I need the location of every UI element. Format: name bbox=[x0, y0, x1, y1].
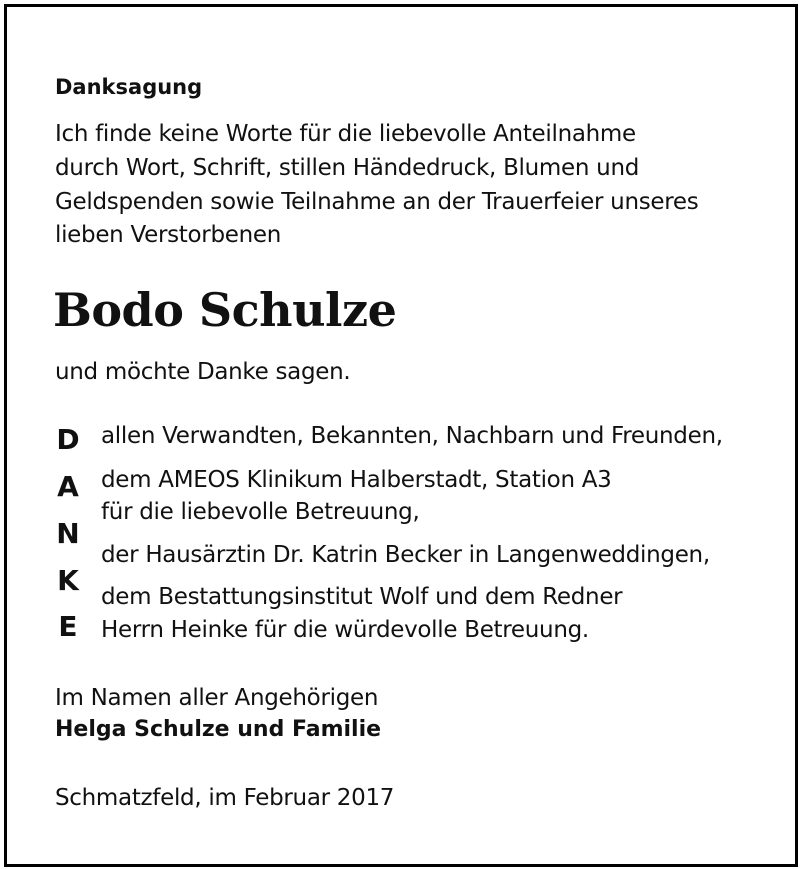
danke-line: allen Verwandten, Bekannten, Nachbarn und Freunden, bbox=[101, 423, 723, 449]
on-behalf-line: Im Namen aller Angehörigen bbox=[55, 685, 379, 711]
intro-line: Geldspenden sowie Teilnahme an der Trauerfeier unseres bbox=[55, 189, 699, 215]
danke-letter-k: K bbox=[57, 564, 79, 597]
deceased-name: Bodo Schulze bbox=[53, 283, 397, 337]
danke-line: dem Bestattungsinstitut Wolf und dem Redner bbox=[101, 584, 623, 610]
danke-line: für die liebevolle Betreuung, bbox=[101, 499, 420, 525]
danke-letter-n: N bbox=[56, 517, 80, 550]
obituary-notice bbox=[4, 4, 798, 867]
danke-letter-a: A bbox=[57, 470, 79, 503]
danke-line: dem AMEOS Klinikum Halberstadt, Station A3 bbox=[101, 467, 612, 493]
place-date: Schmatzfeld, im Februar 2017 bbox=[55, 785, 395, 811]
family-signature: Helga Schulze und Familie bbox=[55, 717, 382, 742]
danke-line: der Hausärztin Dr. Katrin Becker in Langenweddingen, bbox=[101, 542, 710, 568]
notice-heading: Danksagung bbox=[55, 75, 203, 99]
danke-letter-e: E bbox=[58, 610, 78, 643]
thanks-line: und möchte Danke sagen. bbox=[55, 359, 351, 385]
intro-line: lieben Verstorbenen bbox=[55, 222, 282, 248]
intro-line: Ich finde keine Worte für die liebevolle Anteilnahme bbox=[55, 121, 636, 147]
danke-letter-d: D bbox=[56, 423, 80, 456]
danke-line: Herrn Heinke für die würdevolle Betreuung. bbox=[101, 617, 589, 643]
intro-line: durch Wort, Schrift, stillen Händedruck, Blumen und bbox=[55, 155, 640, 181]
